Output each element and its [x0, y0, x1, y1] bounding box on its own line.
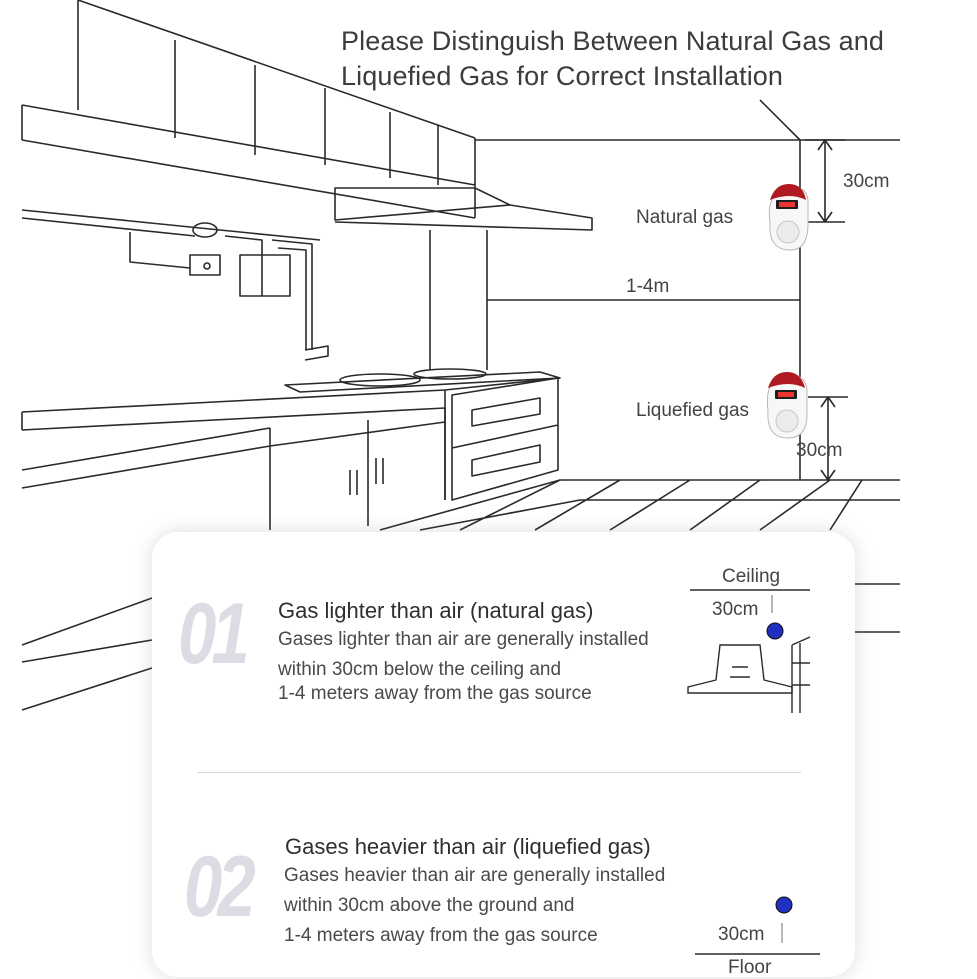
floor-label: Floor	[728, 957, 772, 978]
left-floor-lines	[22, 598, 152, 710]
title-line-1: Please Distinguish Between Natural Gas and	[341, 26, 884, 56]
section-02-text	[284, 862, 665, 950]
floor-tiles	[380, 480, 900, 530]
ceiling-label: Ceiling	[722, 566, 781, 587]
section-02-line: Gases heavier than air are generally installed	[284, 865, 666, 886]
section-01-line: 1-4 meters away from the gas source	[278, 683, 592, 704]
section-02-heading: Gases heavier than air (liquefied gas)	[285, 834, 651, 859]
range-label: 1-4m	[626, 276, 670, 297]
page-title	[341, 24, 971, 94]
top-distance-label: 30cm	[843, 171, 890, 192]
detector-liquefied	[767, 372, 807, 438]
section-number-02: 02	[184, 839, 251, 935]
top-dimension-arrow	[805, 140, 845, 222]
right-floor-lines	[855, 584, 900, 632]
section-01-heading: Gas lighter than air (natural gas)	[278, 598, 594, 623]
section-number-01: 01	[178, 586, 245, 682]
section-01-line: within 30cm below the ceiling and	[278, 659, 562, 680]
oven-drawers	[452, 378, 558, 500]
floor-distance-label: 30cm	[718, 924, 765, 945]
natural-gas-label: Natural gas	[636, 207, 734, 228]
section-divider	[197, 772, 801, 773]
section-02-line: within 30cm above the ground and	[284, 895, 575, 916]
cabinet-doors	[350, 408, 445, 526]
ceiling-diagram	[680, 585, 820, 715]
countertop	[22, 378, 560, 530]
section-01-line: Gases lighter than air are generally installed	[278, 629, 649, 650]
title-line-2: Liquefied Gas for Correct Installation	[341, 61, 784, 91]
liquefied-gas-label: Liquefied gas	[636, 400, 750, 421]
bottom-dimension-arrow	[808, 397, 848, 480]
section-01-text	[278, 626, 649, 708]
gas-pipes	[22, 210, 328, 360]
title-leader-line	[760, 100, 800, 140]
ceiling-distance-label: 30cm	[712, 599, 759, 620]
bottom-distance-label: 30cm	[796, 440, 843, 461]
detector-natural	[769, 184, 808, 250]
section-02-line: 1-4 meters away from the gas source	[284, 925, 598, 946]
